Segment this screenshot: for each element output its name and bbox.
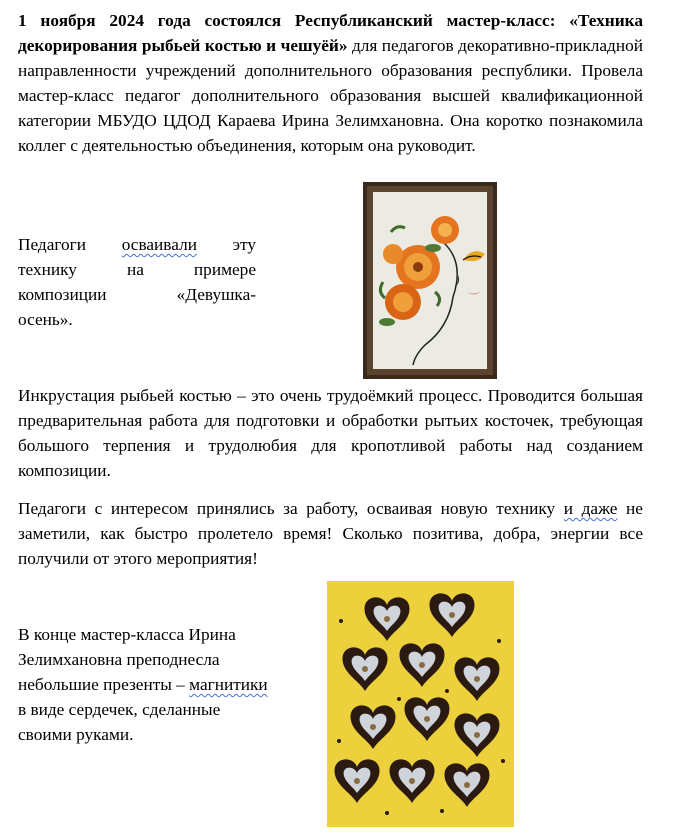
side-paragraph-1: [18, 232, 256, 332]
para4-text-b: не заметили, как быстро пролетело время! Сколько позитива, добра, энергии все получили от этого мероприятия!: [18, 499, 643, 568]
side-paragraph-2: [18, 622, 278, 747]
side2-underlined-word: магнитики: [189, 675, 268, 694]
artwork-photo: [363, 182, 497, 379]
side2-text-b: в виде сердечек, сделанные своими руками.: [18, 700, 221, 744]
intro-paragraph: [18, 8, 643, 158]
side1-underlined-word: осваивали: [121, 235, 197, 254]
side2-text-a: В конце мастер-класса Ирина Зелимхановна преподнесла небольшие презенты –: [18, 625, 236, 694]
paragraph-3: Инкрустация рыбьей костью – это очень трудоёмкий процесс. Проводится большая предварительная работа для подготовки и обработки рытьих косточек, требующая большого терпения и трудолюбия для кропотливой работы над созданием композиции.: [18, 386, 643, 480]
para4-text-a: Педагоги с интересом принялись за работу, осваивая новую технику: [18, 499, 564, 518]
para4-underlined-text: и даже: [563, 499, 618, 518]
intro-bold-text: 1 ноября 2024 года состоялся Республиканский мастер-класс: «Техника декорирования рыбьей костью и чешуёй»: [18, 11, 643, 55]
side1-text-b: эту технику на примере композиции «Девушка-: [18, 235, 257, 304]
side1-text-last: осень».: [18, 310, 73, 329]
side1-text-a: Педагоги: [18, 235, 122, 254]
intro-rest-text: для педагогов декоративно-прикладной направленности учреждений дополнительного образования республики. Провела мастер-класс педагог дополнительного образования высшей квалификационной категории МБУДО ЦДОД Караева Ирина Зелимхановна. Она коротко познакомила коллег с деятельностью объединения, которым она руководит.: [18, 36, 643, 155]
paragraph-4: [18, 496, 643, 571]
magnets-photo: [327, 581, 514, 827]
